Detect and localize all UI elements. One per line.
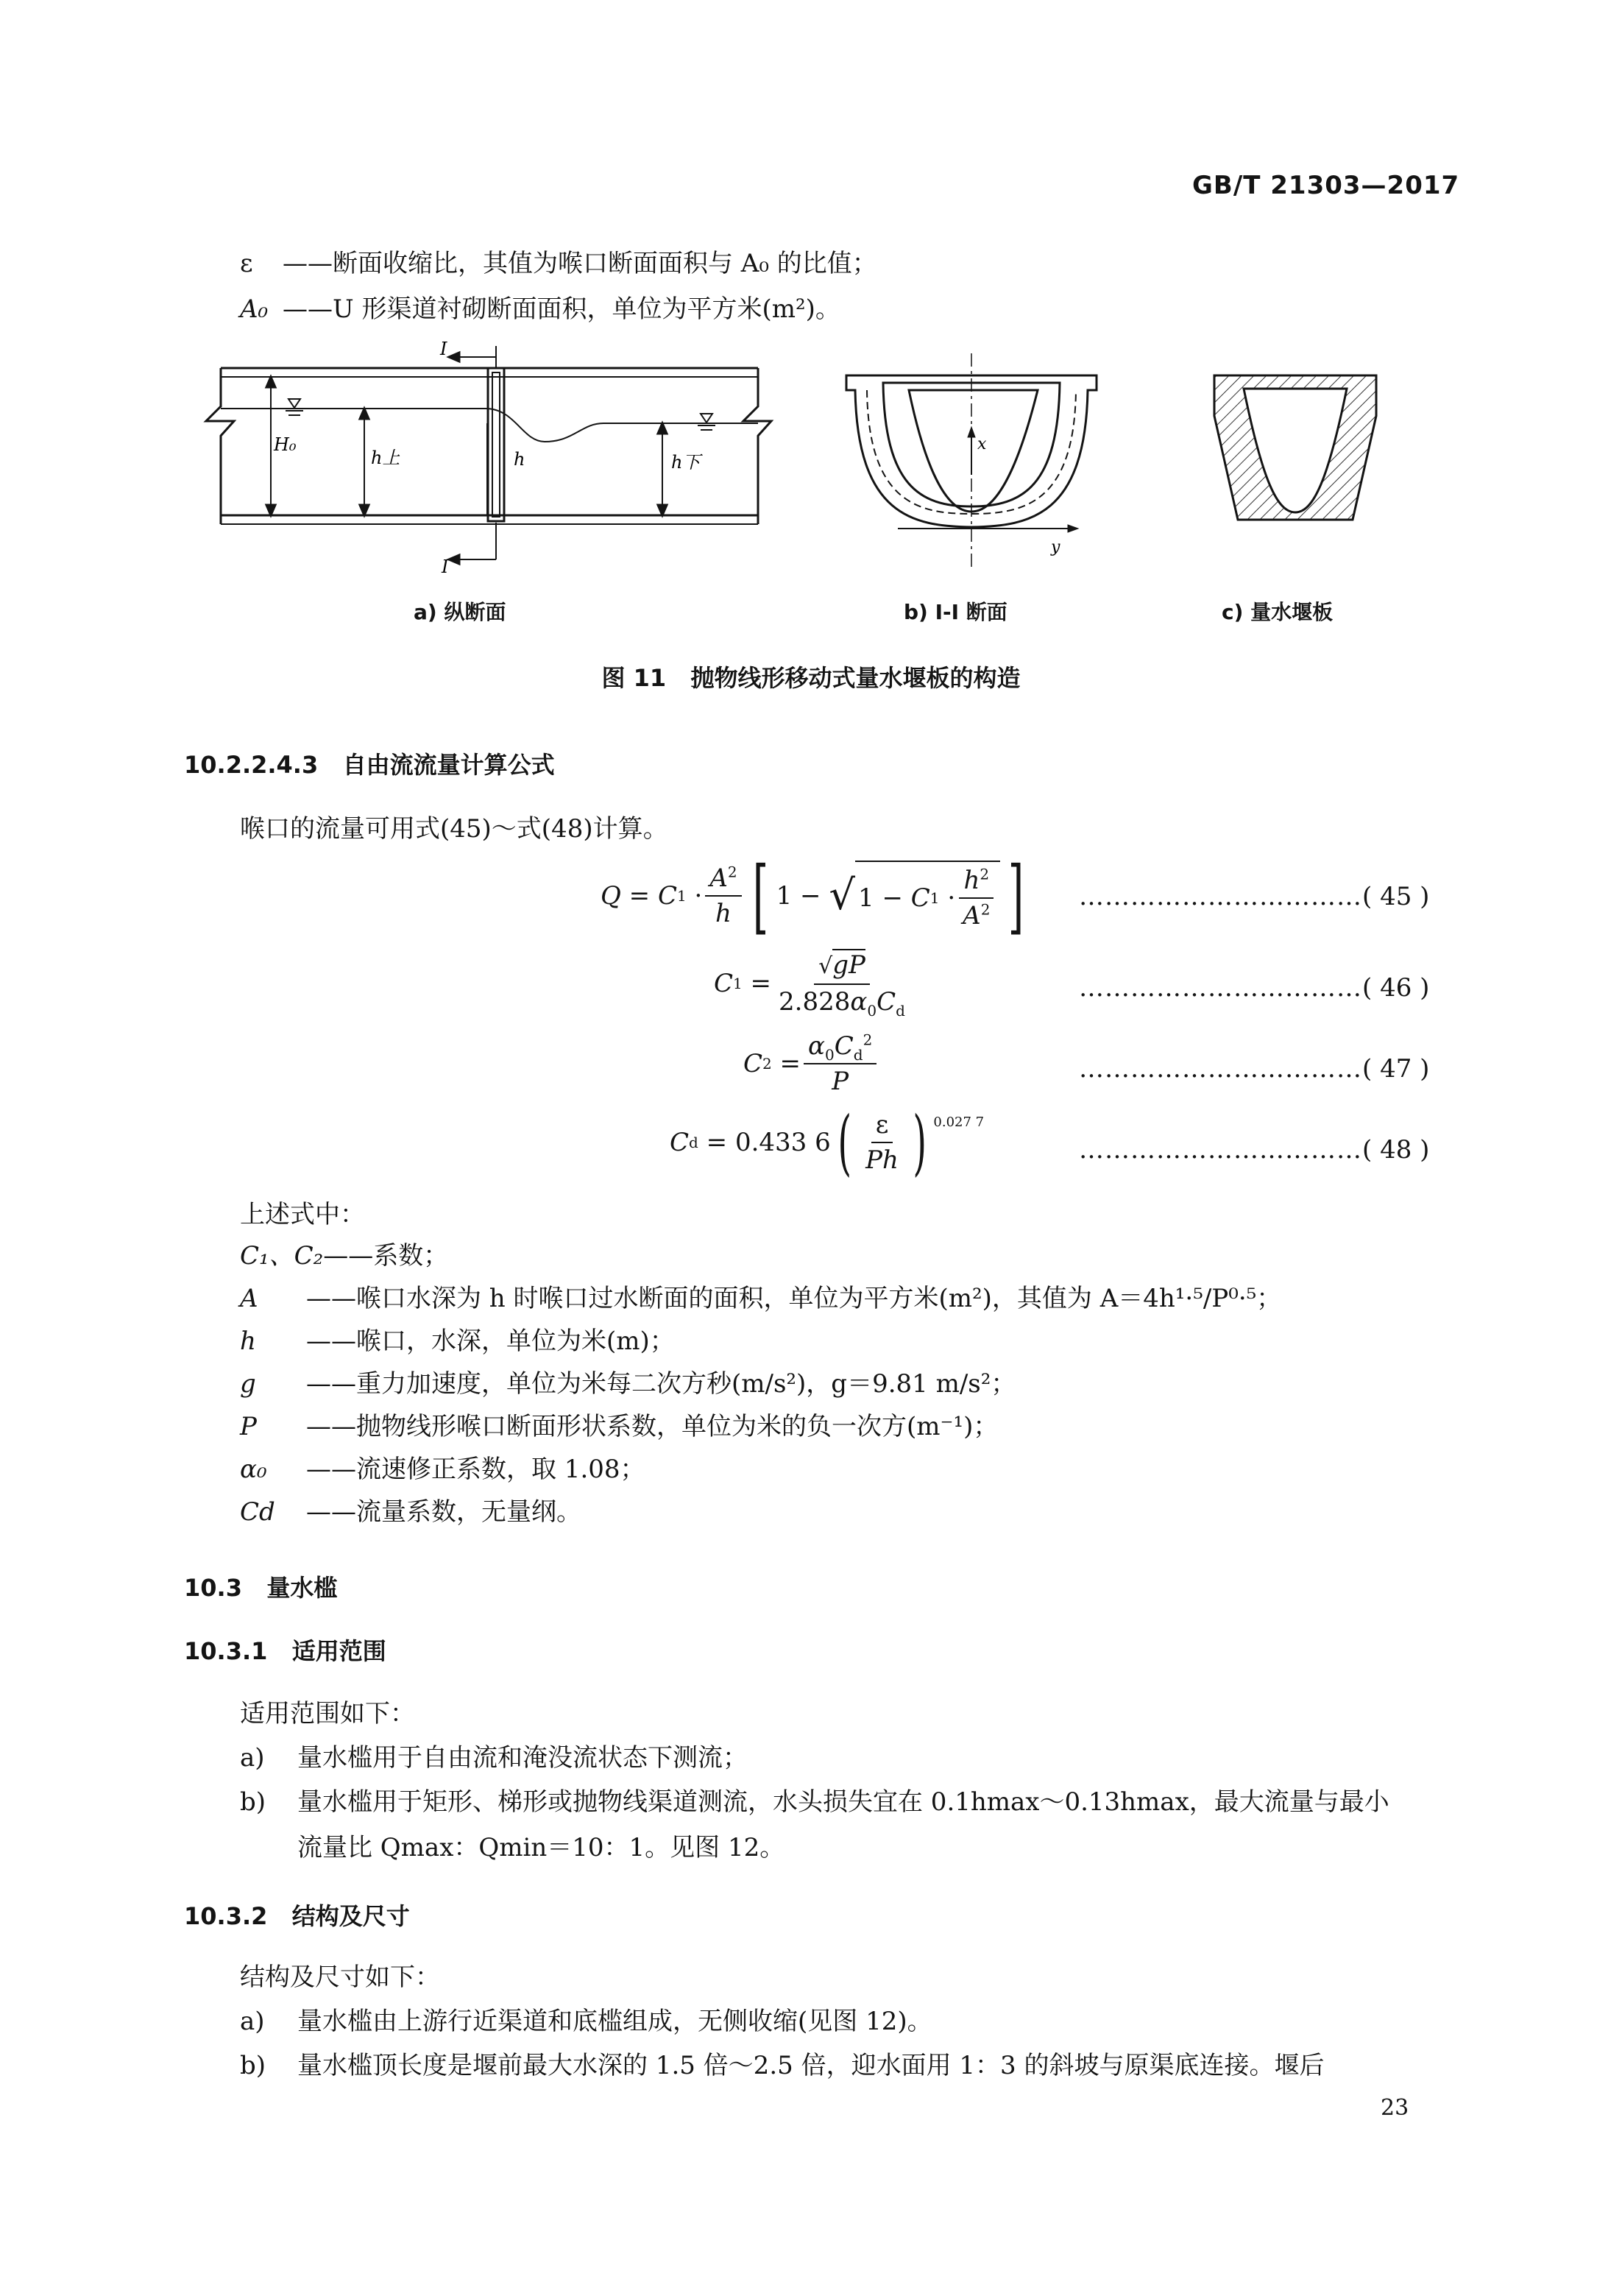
def-text: ——喉口，水深，单位为米(m)； xyxy=(306,1327,675,1356)
list-item-a xyxy=(240,1742,748,1774)
def-a0 xyxy=(240,293,840,325)
list-text: 量水槛用于矩形、梯形或抛物线渠道测流，水头损失宜在 0.1hmax～0.13hmax，最大流量与最小 xyxy=(297,1787,1389,1817)
def-text: ——流速修正系数，取 1.08； xyxy=(306,1455,645,1484)
dot-leader: …………………………… xyxy=(1079,882,1362,911)
list-marker: b) xyxy=(240,2051,266,2080)
label-i-top: I xyxy=(440,339,447,359)
label-y-axis: y xyxy=(1051,538,1060,557)
label-h-up: h上 xyxy=(371,448,400,468)
def-cd xyxy=(240,1496,581,1528)
equation-47: C 2 = $\frac{\alpha_0C_d^2}{P}$ xyxy=(743,1031,879,1097)
label-x-axis: x xyxy=(977,435,987,453)
section-heading-10-3-2: 10.3.2 结构及尺寸 xyxy=(184,1902,410,1930)
def-text: ——系数； xyxy=(323,1241,449,1271)
list-marker: a) xyxy=(240,2007,265,2036)
eq-number: ( 48 ) xyxy=(1362,1135,1430,1165)
def-symbol: ε xyxy=(240,249,253,278)
equation-48-number xyxy=(1079,1134,1429,1166)
def-text: ——流量系数，无量纲。 xyxy=(306,1497,581,1527)
list-item-b xyxy=(240,2049,1324,2082)
equation-46: C 1 = $\frac{√gP}{2.828\alpha_0C_d}$ xyxy=(714,950,905,1020)
section-10-3-1-intro: 适用范围如下： xyxy=(240,1699,415,1728)
eq48-coefficient: 0.433 6 xyxy=(734,1128,831,1157)
equation-45-number xyxy=(1079,880,1429,913)
def-symbol: C₁、C₂ xyxy=(240,1241,324,1271)
def-symbol: h xyxy=(240,1327,256,1356)
equation-47-number xyxy=(1079,1053,1429,1085)
figure-11 xyxy=(191,339,1398,574)
dot-leader: …………………………… xyxy=(1079,1054,1362,1084)
section-heading-10-3-1: 10.3.1 适用范围 xyxy=(184,1637,386,1665)
section-heading-10-3: 10.3 量水槛 xyxy=(184,1574,338,1602)
def-symbol: g xyxy=(240,1369,256,1399)
def-text: ——U 形渠道衬砌断面面积，单位为平方米(m²)。 xyxy=(283,294,840,324)
equation-46-number xyxy=(1079,972,1429,1004)
i-i-section-drawing xyxy=(846,353,1097,567)
def-alpha0 xyxy=(240,1453,645,1486)
section-10-3-2-intro: 结构及尺寸如下： xyxy=(240,1963,440,1992)
def-text: ——断面收缩比，其值为喉口断面面积与 A₀ 的比值； xyxy=(283,249,877,278)
def-text: ——喉口水深为 h 时喉口过水断面的面积，单位为平方米(m²)，其值为 A＝4h¹·⁵/P⁰·⁵； xyxy=(306,1284,1282,1313)
def-epsilon xyxy=(240,247,877,280)
dot-leader: …………………………… xyxy=(1079,1135,1362,1165)
def-symbol: α₀ xyxy=(240,1455,267,1484)
list-text: 量水槛由上游行近渠道和底槛组成，无侧收缩(见图 12)。 xyxy=(297,2007,932,2036)
def-a xyxy=(240,1282,1281,1315)
section-heading-10-2-2-4-3: 10.2.2.4.3 自由流流量计算公式 xyxy=(184,751,555,779)
eq48-exponent: 0.027 7 xyxy=(933,1115,985,1130)
subcaption-b: b) I-I 断面 xyxy=(904,600,1007,624)
where-label: 上述式中： xyxy=(240,1200,365,1229)
figure-caption: 图 11 抛物线形移动式量水堰板的构造 xyxy=(601,664,1021,692)
label-i-bottom: I xyxy=(442,557,449,574)
def-symbol: Cd xyxy=(240,1497,275,1527)
list-text: 量水槛顶长度是堰前最大水深的 1.5 倍～2.5 倍，迎水面用 1：3 的斜坡与原渠底连接。堰后 xyxy=(297,2051,1325,2080)
section-intro: 喉口的流量可用式(45)～式(48)计算。 xyxy=(240,814,668,844)
subcaption-a: a) 纵断面 xyxy=(414,600,506,624)
def-g xyxy=(240,1368,1016,1400)
list-item-b-continuation: 流量比 Qmax：Qmin＝10：1。见图 12。 xyxy=(297,1833,785,1862)
dot-leader: …………………………… xyxy=(1079,973,1362,1003)
subcaption-c: c) 量水堰板 xyxy=(1222,600,1334,624)
eq46-denominator-coef: 2.828 xyxy=(779,987,851,1017)
def-p xyxy=(240,1410,998,1443)
weir-plate-drawing xyxy=(1214,375,1376,520)
eq-number: ( 47 ) xyxy=(1362,1054,1430,1084)
equation-48: C d = 0.433 6 ( $\frac{\varepsilon}{Ph}$ ) 0.027 7 xyxy=(670,1101,985,1184)
list-text: 量水槛用于自由流和淹没流状态下测流； xyxy=(297,1743,748,1773)
def-text: ——重力加速度，单位为米每二次方秒(m/s²)，g＝9.81 m/s²； xyxy=(306,1369,1016,1399)
def-h xyxy=(240,1325,675,1357)
list-item-b xyxy=(240,1786,1389,1818)
standard-code: GB/T 21303—2017 xyxy=(1192,171,1460,200)
label-h0: H₀ xyxy=(274,434,297,455)
eq-number: ( 46 ) xyxy=(1362,973,1430,1003)
equation-45: Q = C 1 · $\frac{A^2}{h}$ [ 1 − √ 1 − C 1 · $\frac{h^2}{A^2}$ ] xyxy=(601,849,1024,943)
def-text: ——抛物线形喉口断面形状系数，单位为米的负一次方(m⁻¹)； xyxy=(306,1412,999,1441)
label-h: h xyxy=(514,449,525,470)
eq-number: ( 45 ) xyxy=(1362,882,1430,911)
page-number: 23 xyxy=(1381,2095,1409,2121)
list-marker: a) xyxy=(240,1743,265,1773)
def-symbol: A₀ xyxy=(240,294,269,324)
list-marker: b) xyxy=(240,1787,266,1817)
def-symbol: P xyxy=(240,1412,257,1441)
def-c1-c2 xyxy=(240,1240,448,1272)
label-h-down: h下 xyxy=(671,452,701,473)
list-item-a xyxy=(240,2005,932,2038)
def-symbol: A xyxy=(240,1284,258,1313)
